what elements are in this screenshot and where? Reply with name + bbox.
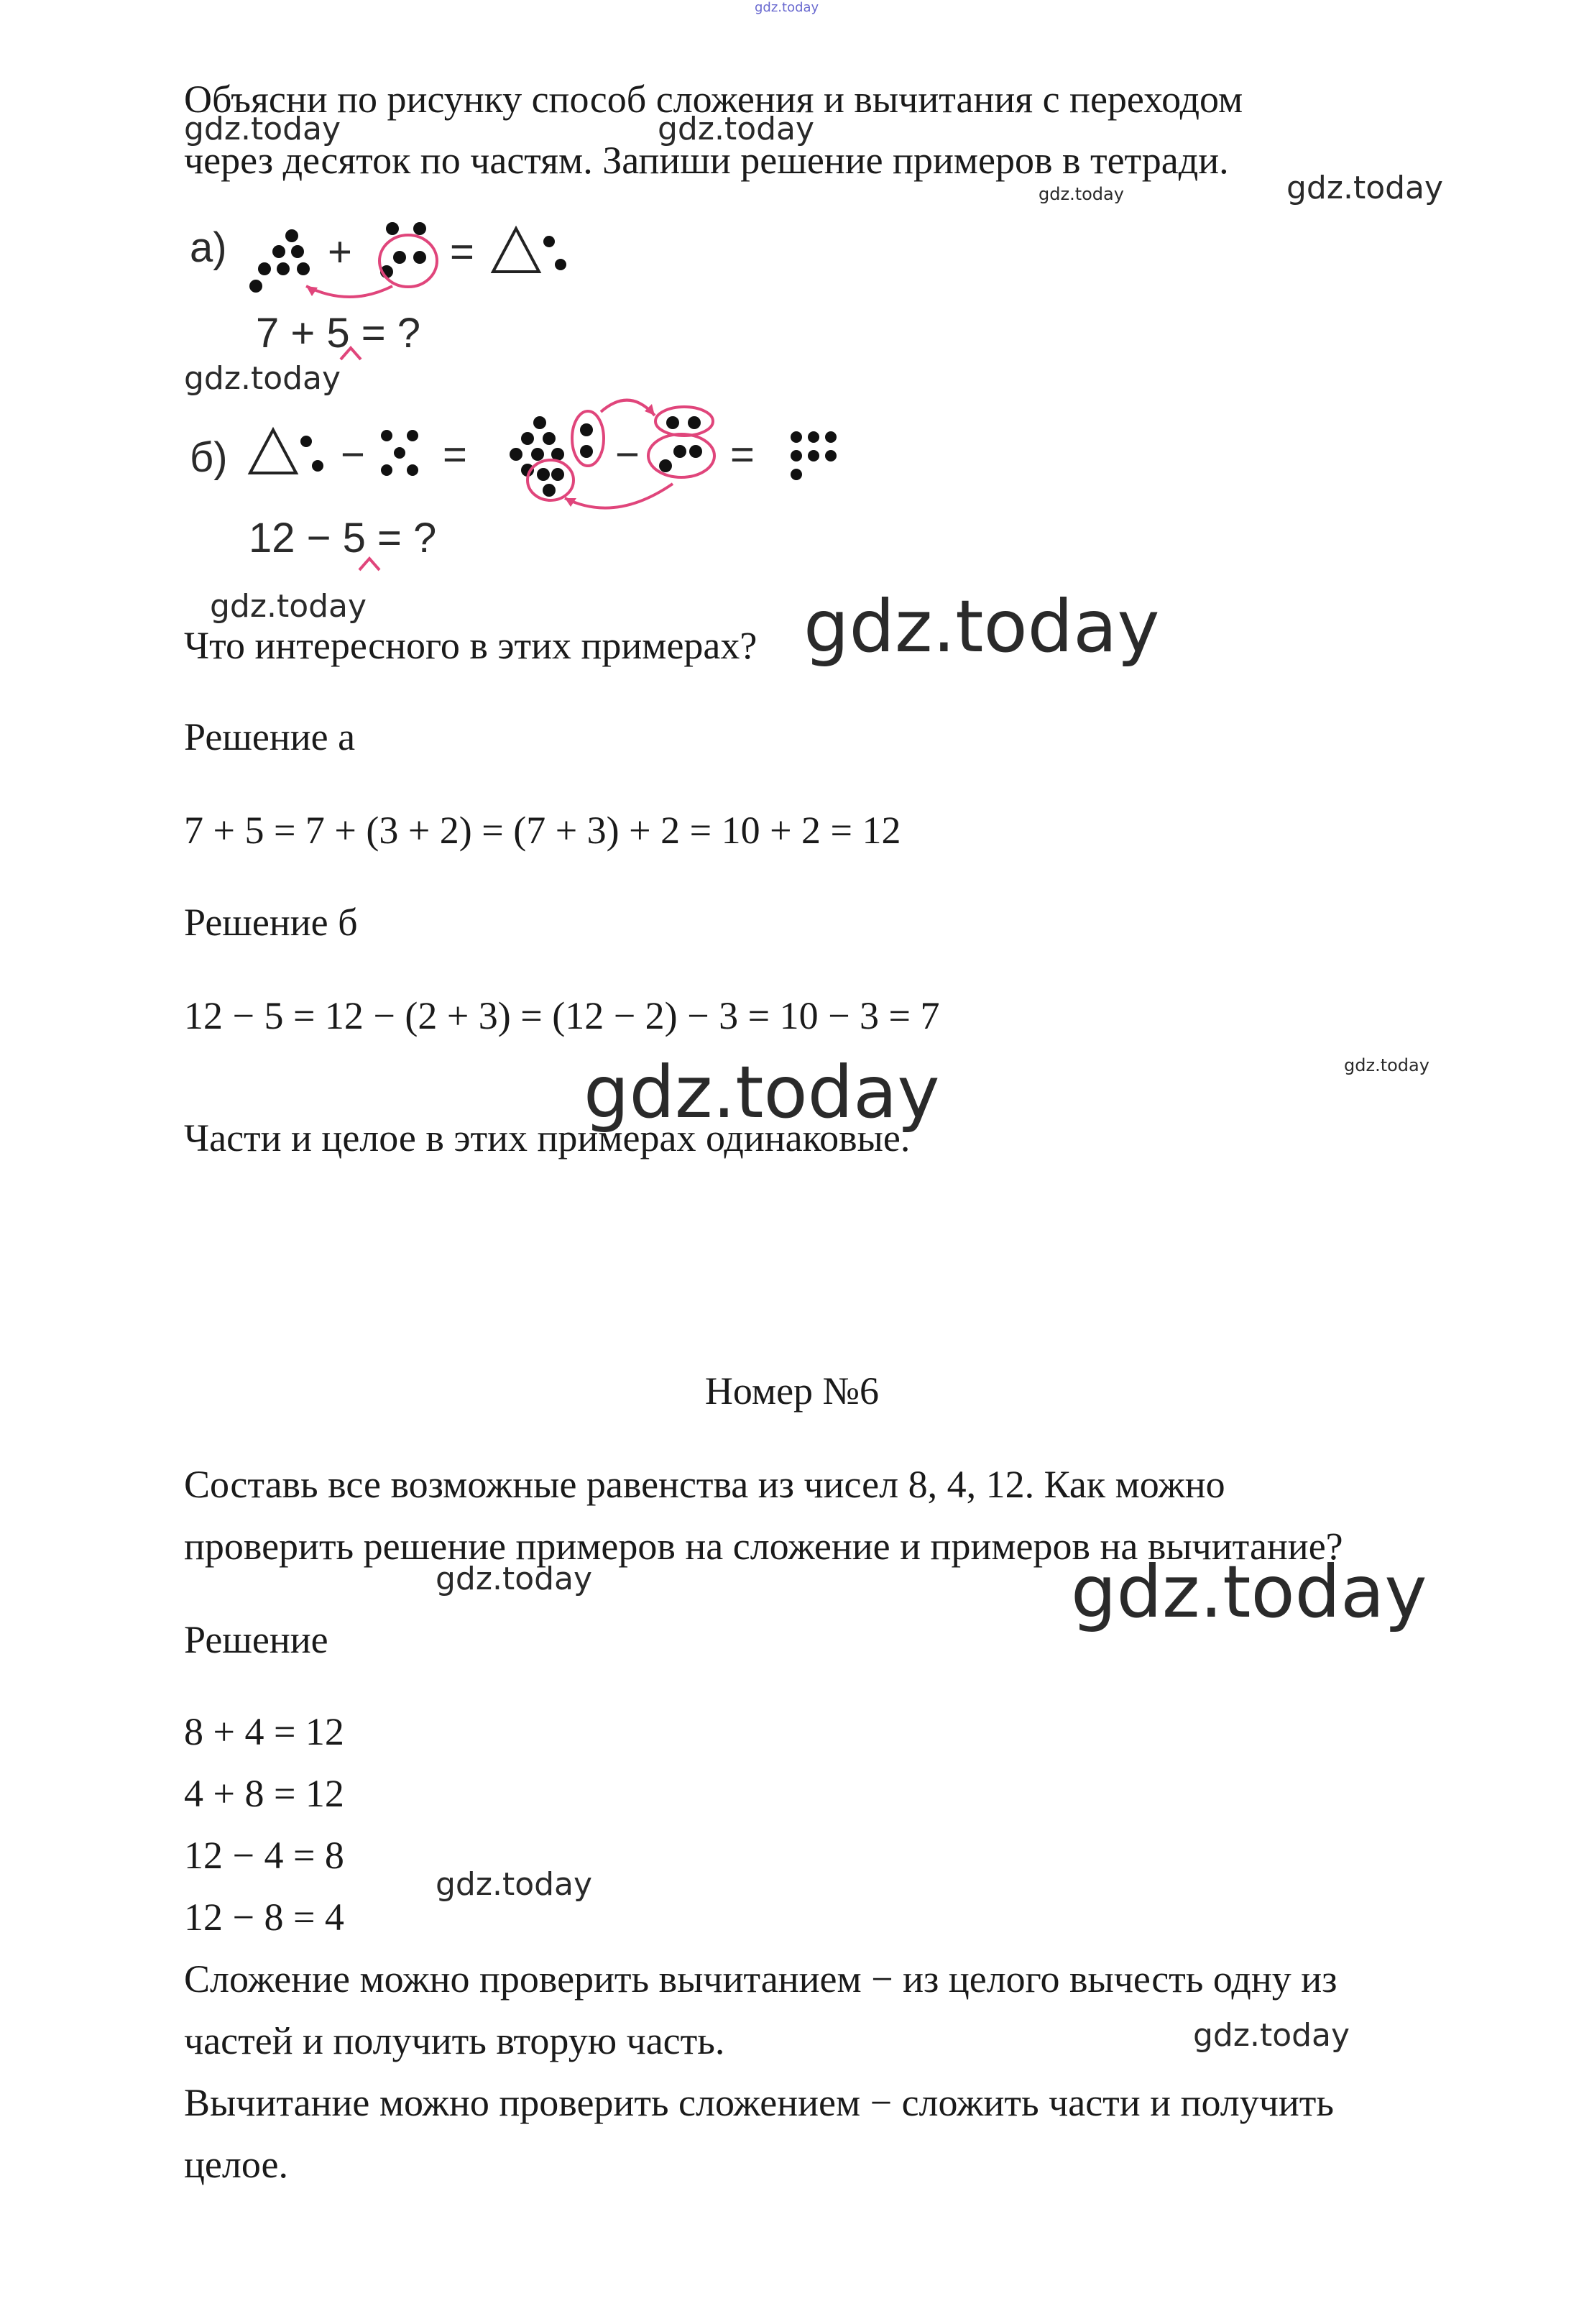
plus-sign-a: + <box>328 229 352 275</box>
solution-a: 7 + 5 = 7 + (3 + 2) = (7 + 3) + 2 = 10 + 2 = 12 <box>184 809 901 852</box>
arrow-b-top <box>601 400 655 415</box>
watermark: gdz.today <box>1071 1550 1427 1634</box>
watermark: gdz.today <box>658 111 815 147</box>
equation-1: 8 + 4 = 12 <box>184 1710 344 1753</box>
watermark: gdz.today <box>436 1561 593 1597</box>
task5-question: Что интересного в этих примерах? <box>184 624 758 667</box>
minus-sign-b: − <box>341 431 365 478</box>
dots-two <box>543 236 566 270</box>
group-three-circle <box>379 235 437 287</box>
task6-title: Номер №6 <box>704 1369 880 1413</box>
watermark: gdz.today <box>803 584 1160 669</box>
equals-sign-b2: = <box>730 431 755 478</box>
arrow-a <box>306 286 392 297</box>
watermark: gdz.today <box>210 588 367 625</box>
solution-a-title: Решение а <box>184 715 356 758</box>
expr-a: 7 + 5 = ? <box>256 310 420 357</box>
minus-sign-b2: − <box>615 431 640 478</box>
equals-sign-b: = <box>443 431 467 478</box>
label-a: а) <box>190 224 227 271</box>
watermark: gdz.today <box>584 1050 940 1134</box>
watermark: gdz.today <box>184 111 341 147</box>
dots-five <box>380 222 426 278</box>
watermark: gdz.today <box>1039 184 1124 204</box>
label-b: б) <box>190 434 228 481</box>
watermark-top: gdz.today <box>755 0 819 15</box>
solution-b-title: Решение б <box>184 901 358 944</box>
task6-solution-title: Решение <box>184 1618 328 1661</box>
task5-line1: Объясни по рисунку способ сложения и вычитания с переходом <box>184 78 1243 121</box>
watermark: gdz.today <box>184 360 341 397</box>
check-sub-1: Вычитание можно проверить сложением − сложить части и получить <box>184 2081 1334 2124</box>
conclusion: Части и целое в этих примерах одинаковые. <box>184 1116 911 1159</box>
check-add-2: частей и получить вторую часть. <box>184 2019 725 2062</box>
check-sub-2: целое. <box>184 2143 288 2186</box>
dots-seven-triangle <box>249 229 310 293</box>
check-add-1: Сложение можно проверить вычитанием − из целого вычесть одну из <box>184 1957 1337 2001</box>
watermark: gdz.today <box>436 1866 593 1903</box>
equals-sign-a: = <box>450 229 474 275</box>
solution-b: 12 − 5 = 12 − (2 + 3) = (12 − 2) − 3 = 10 − 3 = 7 <box>184 994 940 1037</box>
task6-line2: проверить решение примеров на сложение и примеров на вычитание? <box>184 1525 1343 1568</box>
expr-b: 12 − 5 = ? <box>249 515 437 561</box>
watermark: gdz.today <box>1286 170 1444 206</box>
equation-2: 4 + 8 = 12 <box>184 1772 344 1815</box>
arrow-b-bottom <box>565 484 673 508</box>
equation-4: 12 − 8 = 4 <box>184 1896 344 1939</box>
watermark: gdz.today <box>1344 1055 1429 1075</box>
watermark: gdz.today <box>1193 2017 1350 2054</box>
triangle-ten <box>493 229 539 272</box>
task6-line1: Составь все возможные равенства из чисел 8, 4, 12. Как можно <box>184 1463 1225 1506</box>
task5-line2: через десяток по частям. Запиши решение примеров в тетради. <box>184 139 1229 182</box>
triangle-ten-b <box>250 430 296 473</box>
equation-3: 12 − 4 = 8 <box>184 1834 344 1877</box>
